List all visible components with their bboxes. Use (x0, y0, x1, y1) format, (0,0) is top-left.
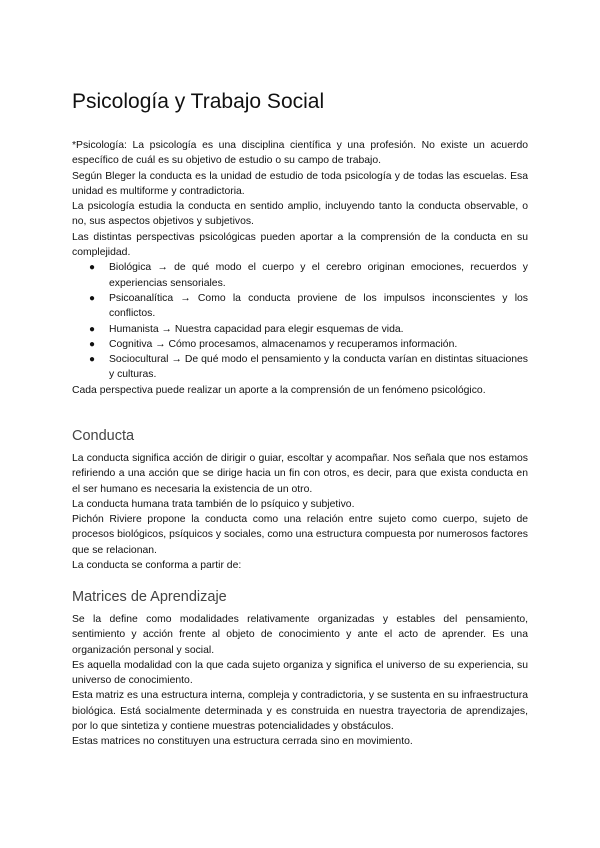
list-item: ● Cognitiva → Cómo procesamos, almacenamos y recuperamos información. (72, 337, 528, 352)
paragraph: Estas matrices no constituyen una estructura cerrada sino en movimiento. (72, 736, 413, 748)
bullet-icon: ● (89, 323, 96, 335)
paragraph: Las distintas perspectivas psicológicas pueden aportar a la comprensión de la conducta en su complejidad. (72, 231, 528, 259)
paragraph: La conducta se conforma a partir de: (72, 560, 242, 572)
perspectives-list (72, 260, 528, 382)
paragraph: La conducta significa acción de dirigir o guiar, escoltar y acompañar. Nos señala que nos estamos refiriendo a una acción que se dirige hacia un fin con otros, es decir, para que exista conducta en el ser humano es necesaria la existencia de un otro. (72, 453, 528, 495)
bullet-icon: ● (89, 262, 96, 274)
bullet-icon: ● (89, 354, 96, 366)
paragraph: Se la define como modalidades relativamente organizadas y estables del pensamiento, sentimiento y acción frente al objeto de conocimiento y ante el acto de aprender. Es una organización personal y social. (72, 614, 528, 656)
list-item: ● Psicoanalítica → Como la conducta proviene de los impulsos inconscientes y los conflictos. (89, 292, 528, 320)
page-title: Psicología y Trabajo Social (72, 90, 325, 113)
paragraph: Cada perspectiva puede realizar un aporte a la comprensión de un fenómeno psicológico. (72, 384, 486, 396)
section-heading-conducta: Conducta (72, 428, 135, 444)
conducta-section (72, 451, 528, 573)
bullet-icon: ● (89, 338, 96, 350)
paragraph: Según Bleger la conducta es la unidad de estudio de toda psicología y de todas las escuelas. Esa unidad es multiforme y contradictoria. (72, 170, 528, 197)
list-item: ● Sociocultural → De qué modo el pensamiento y la conducta varían en distintas situaciones y culturas. (89, 354, 528, 381)
paragraph: Pichón Riviere propone la conducta como una relación entre sujeto como cuerpo, sujeto de procesos biológicos, psíquicos y sociales, como una estructura compuesta por numerosos factores que se relacionan. (72, 514, 528, 556)
matrices-section (72, 612, 528, 750)
paragraph: La conducta humana trata también de lo psíquico y subjetivo. (72, 498, 355, 510)
section-heading-matrices: Matrices de Aprendizaje (72, 589, 227, 605)
intro-section (72, 138, 528, 398)
bullet-icon: ● (89, 292, 96, 304)
paragraph: Es aquella modalidad con la que cada sujeto organiza y significa el universo de su experiencia, su universo de conocimiento. (72, 659, 528, 687)
paragraph: Esta matriz es una estructura interna, compleja y contradictoria, y se sustenta en su infraestructura biológica. Está socialmente determinada y es construida en nuestra trayectoria de aprendizajes, por lo que sintetiza y contiene muestras potencialidades y obstáculos. (72, 690, 528, 733)
paragraph: La psicología estudia la conducta en sentido amplio, incluyendo tanto la conducta observable, o no, sus aspectos objetivos y subjetivos. (72, 201, 528, 228)
list-item: ● Humanista → Nuestra capacidad para elegir esquemas de vida. (72, 322, 528, 337)
paragraph: *Psicología: La psicología es una disciplina científica y una profesión. No existe un acuerdo específico de cuál es su objetivo de estudio o su campo de trabajo. (72, 140, 528, 167)
list-item: ● Biológica → de qué modo el cuerpo y el cerebro originan emociones, recuerdos y experiencias sensoriales. (89, 262, 528, 289)
